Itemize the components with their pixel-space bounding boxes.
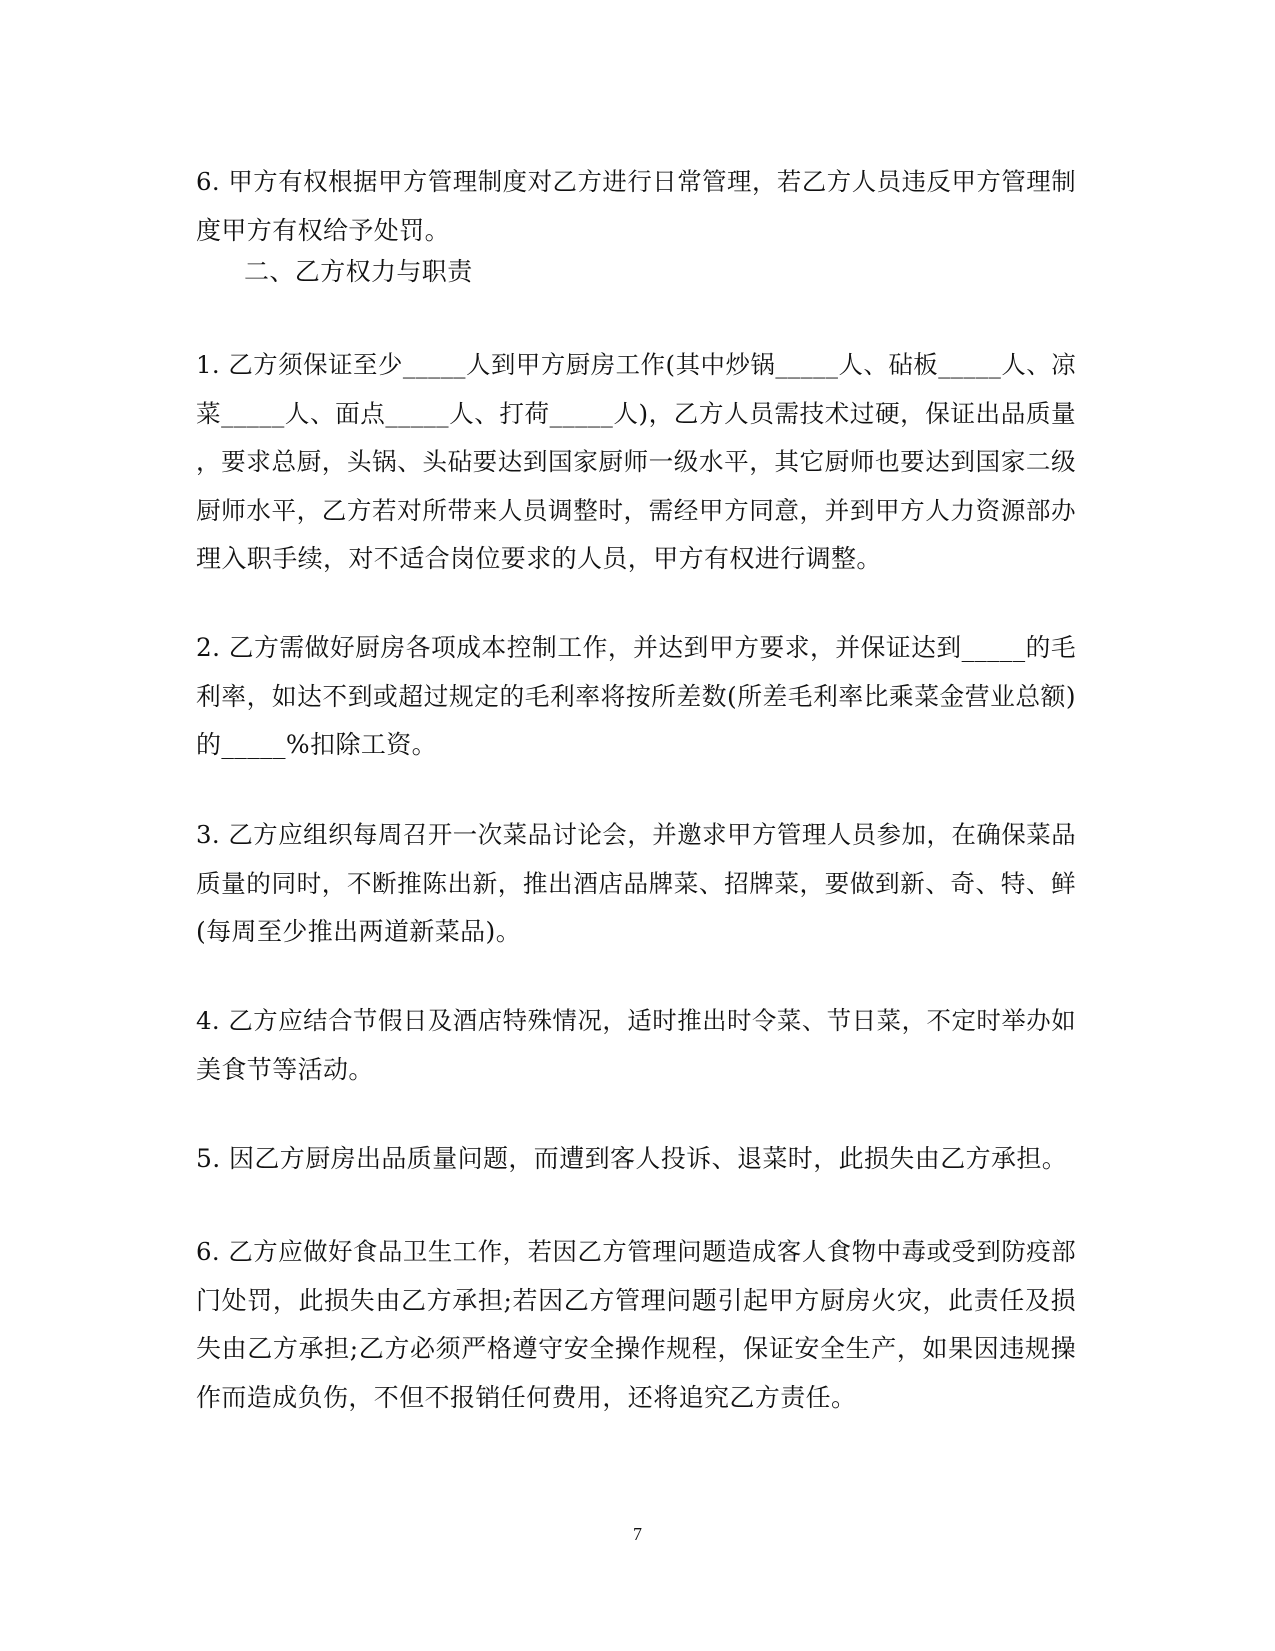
text-line: 失由乙方承担;乙方必须严格遵守安全操作规程，保证安全生产，如果因违规操: [196, 1334, 1076, 1363]
text-line: (每周至少推出两道新菜品)。: [196, 917, 522, 946]
text-line: 度甲方有权给予处罚。: [196, 215, 451, 245]
text-line: 2. 乙方需做好厨房各项成本控制工作，并达到甲方要求，并保证达到_____的毛: [196, 633, 1076, 662]
paragraph-b6: [196, 1228, 1076, 1422]
text-line: 作而造成负伤，不但不报销任何费用，还将追究乙方责任。: [196, 1382, 857, 1412]
paragraph-b1: [196, 341, 1076, 584]
text-line: 理入职手续，对不适合岗位要求的人员，甲方有权进行调整。: [196, 544, 882, 573]
text-line: 4. 乙方应结合节假日及酒店特殊情况，适时推出时令菜、节日菜，不定时举办如: [196, 1006, 1076, 1035]
text-line: 质量的同时，不断推陈出新，推出酒店品牌菜、招牌菜，要做到新、奇、特、鲜: [196, 868, 1076, 898]
paragraph-b2: [196, 624, 1076, 770]
text-line: 1. 乙方须保证至少_____人到甲方厨房工作(其中炒锅_____人、砧板_____人、凉: [196, 350, 1076, 379]
text-line: 厨师水平，乙方若对所带来人员调整时，需经甲方同意，并到甲方人力资源部办: [196, 495, 1076, 525]
text-line: 利率，如达不到或超过规定的毛利率将按所差数(所差毛利率比乘菜金营业总额): [196, 681, 1076, 711]
text-line: 6. 甲方有权根据甲方管理制度对乙方进行日常管理，若乙方人员违反甲方管理制: [196, 167, 1076, 196]
text-line: 的_____%扣除工资。: [196, 730, 438, 759]
text-line: 门处罚，此损失由乙方承担;若因乙方管理问题引起甲方厨房火灾，此责任及损: [196, 1285, 1076, 1315]
text-line: 3. 乙方应组织每周召开一次菜品讨论会，并邀求甲方管理人员参加，在确保菜品: [196, 820, 1076, 849]
text-line: 美食节等活动。: [196, 1054, 374, 1084]
text-line: 菜_____人、面点_____人、打荷_____人)，乙方人员需技术过硬，保证出品质量: [196, 398, 1076, 428]
section-heading: 二、乙方权力与职责: [244, 257, 473, 286]
text-line: ，要求总厨，头锅、头砧要达到国家厨师一级水平，其它厨师也要达到国家二级: [196, 447, 1076, 476]
paragraph-b4: [196, 997, 1076, 1094]
text-line: 6. 乙方应做好食品卫生工作，若因乙方管理问题造成客人食物中毒或受到防疫部: [196, 1237, 1076, 1266]
paragraph-a6: [196, 158, 1076, 255]
page-number: 7: [633, 1524, 642, 1544]
paragraph-b5: [196, 1135, 1076, 1184]
text-line: 5. 因乙方厨房出品质量问题，而遭到客人投诉、退菜时，此损失由乙方承担。: [196, 1144, 1068, 1173]
paragraph-b3: [196, 811, 1076, 957]
